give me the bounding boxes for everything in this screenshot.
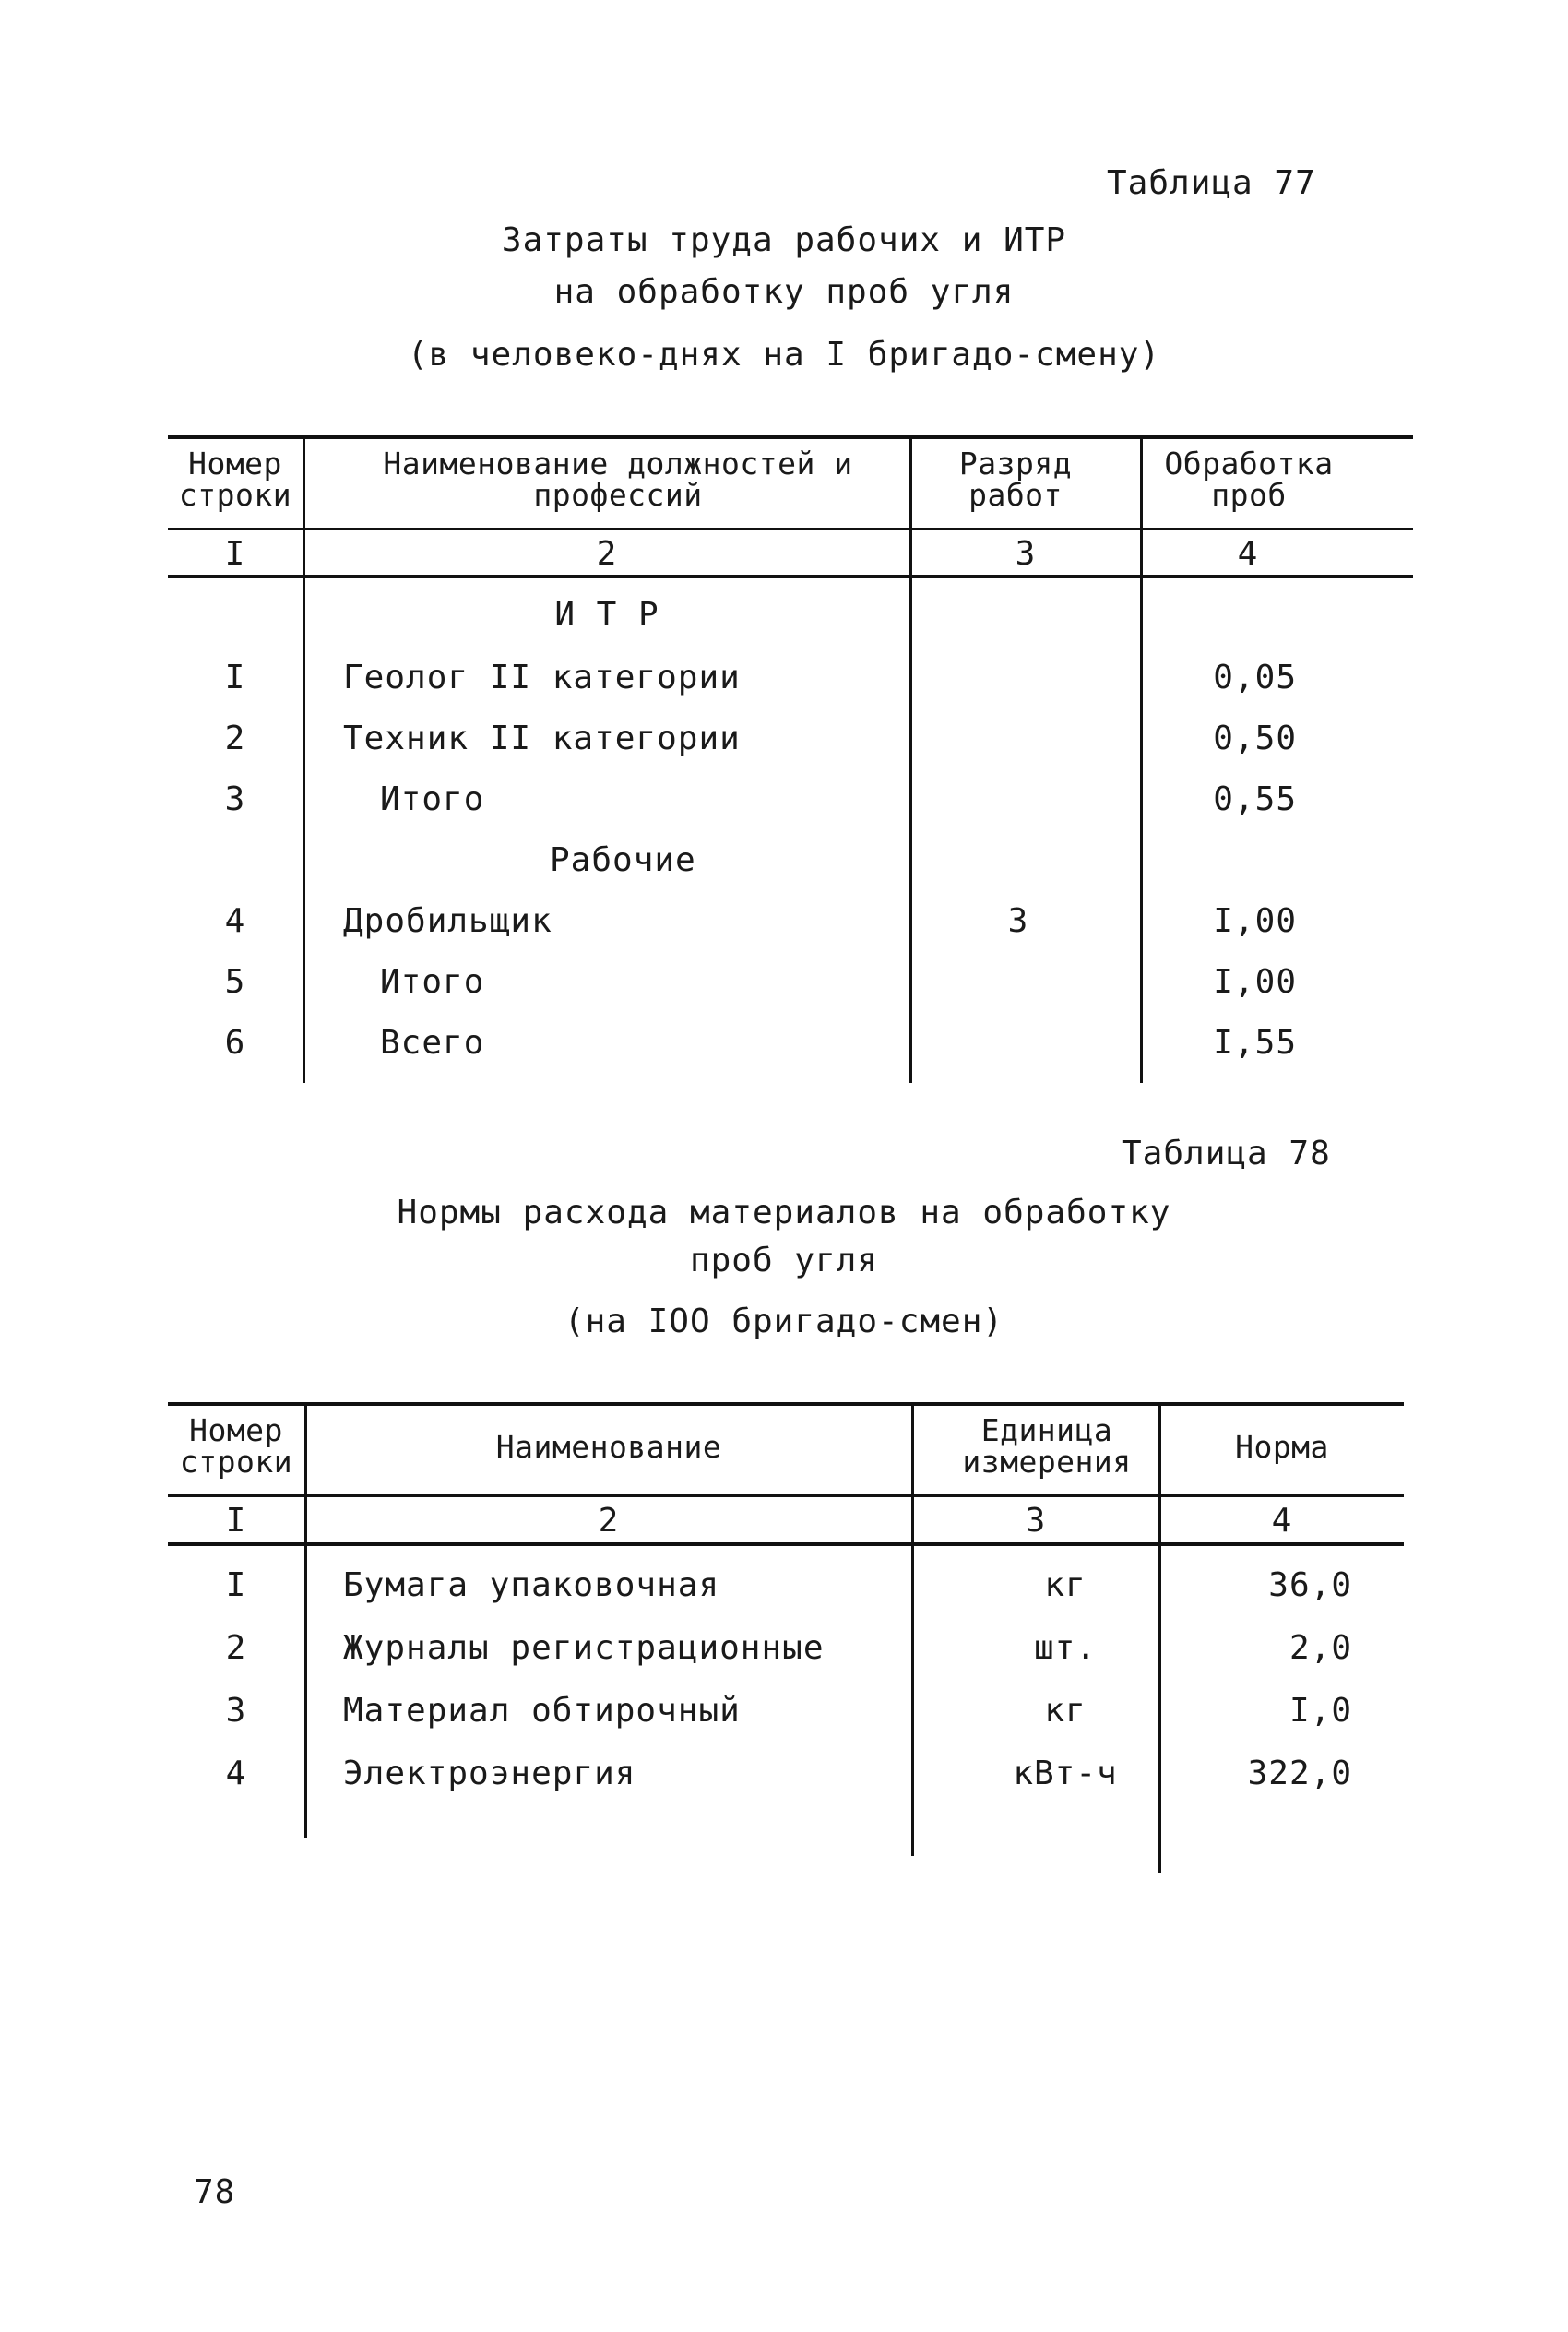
table77-top-rule bbox=[168, 435, 1413, 439]
table78-colnum-2: 2 bbox=[598, 1502, 620, 1540]
row-number: 3 bbox=[225, 1692, 247, 1730]
row-value: 0,55 bbox=[1213, 780, 1297, 818]
row-name: Итого bbox=[380, 963, 485, 1001]
row-name: Электроэнергия bbox=[343, 1755, 636, 1792]
row-value: 322,0 bbox=[1247, 1755, 1352, 1792]
row-number: 6 bbox=[224, 1024, 246, 1062]
row-number: 3 bbox=[224, 780, 246, 818]
table78-colnum-3: 3 bbox=[1025, 1502, 1047, 1540]
row-value: 2,0 bbox=[1289, 1629, 1352, 1667]
table78-number-rule bbox=[168, 1542, 1404, 1546]
table77-number-rule bbox=[168, 575, 1413, 578]
row-value: 0,05 bbox=[1213, 659, 1297, 696]
row-name: Материал обтирочный bbox=[343, 1692, 741, 1730]
table78-header-number: Номер строки bbox=[179, 1412, 293, 1480]
table78-divider-1 bbox=[304, 1404, 307, 1838]
page-number: 78 bbox=[194, 2173, 236, 2211]
row-unit: кВт-ч bbox=[1013, 1755, 1118, 1792]
row-number: 2 bbox=[224, 720, 246, 757]
table77-colnum-3: 3 bbox=[1015, 535, 1037, 573]
table77-header-number: Номер строки bbox=[178, 446, 292, 513]
table77-label: Таблица 77 bbox=[1107, 164, 1316, 202]
table77-title-line1: Затраты труда рабочих и ИТР bbox=[501, 221, 1067, 259]
table78-top-rule bbox=[168, 1402, 1404, 1406]
row-grade: 3 bbox=[1007, 902, 1029, 940]
row-number: 5 bbox=[224, 963, 246, 1001]
row-value: I,00 bbox=[1213, 963, 1297, 1001]
table78-header-value: Норма bbox=[1235, 1429, 1329, 1465]
row-unit: шт. bbox=[1033, 1629, 1098, 1667]
row-name: Геолог II категории bbox=[343, 659, 741, 696]
row-name: Техник II категории bbox=[343, 720, 741, 757]
table77-divider-1 bbox=[303, 437, 305, 1083]
table77-divider-2 bbox=[909, 437, 912, 1083]
table78-colnum-4: 4 bbox=[1271, 1502, 1293, 1540]
table77-colnum-2: 2 bbox=[596, 535, 618, 573]
row-value: 0,50 bbox=[1213, 720, 1297, 757]
table77-units: (в человеко-днях на I бригадо-смену) bbox=[407, 336, 1161, 374]
row-name: Всего bbox=[380, 1024, 485, 1062]
table78-units: (на IOO бригадо-смен) bbox=[564, 1303, 1004, 1340]
table78-divider-2 bbox=[911, 1404, 914, 1856]
row-name: Бумага упаковочная bbox=[343, 1566, 720, 1604]
row-value: I,55 bbox=[1213, 1024, 1297, 1062]
table77-header-grade: Разряд работ bbox=[958, 446, 1073, 513]
row-unit: кг bbox=[1044, 1566, 1087, 1604]
table78-title-line1: Нормы расхода материалов на обработку bbox=[397, 1194, 1171, 1231]
table78-header-name: Наименование bbox=[495, 1429, 722, 1465]
row-number: I bbox=[225, 1566, 247, 1604]
table78-colnum-1: I bbox=[225, 1502, 247, 1540]
table77-colnum-1: I bbox=[224, 535, 246, 573]
row-value: I,0 bbox=[1289, 1692, 1352, 1730]
table77-header-name: Наименование должностей и профессий bbox=[383, 446, 853, 513]
row-number: I bbox=[224, 659, 246, 696]
row-value: 36,0 bbox=[1268, 1566, 1352, 1604]
row-name: Дробильщик bbox=[343, 902, 552, 940]
table78-label: Таблица 78 bbox=[1122, 1135, 1331, 1172]
table78-header-rule bbox=[168, 1494, 1404, 1497]
row-value: I,00 bbox=[1213, 902, 1297, 940]
row-name: Итого bbox=[380, 780, 485, 818]
table78-header-unit: Единица измерения bbox=[962, 1412, 1132, 1480]
row-number: 4 bbox=[225, 1755, 247, 1792]
row-name: Журналы регистрационные bbox=[343, 1629, 825, 1667]
table78-title-line2: проб угля bbox=[689, 1242, 879, 1279]
table77-title-line2: на обработку проб угля bbox=[553, 273, 1015, 311]
table77-section-workers: Рабочие bbox=[550, 841, 696, 879]
table77-section-itr: И Т Р bbox=[554, 596, 659, 634]
table77-colnum-4: 4 bbox=[1237, 535, 1259, 573]
row-number: 4 bbox=[224, 902, 246, 940]
table77-header-value: Обработка проб bbox=[1164, 446, 1334, 513]
row-unit: кг bbox=[1044, 1692, 1087, 1730]
row-number: 2 bbox=[225, 1629, 247, 1667]
table77-header-rule bbox=[168, 528, 1413, 530]
